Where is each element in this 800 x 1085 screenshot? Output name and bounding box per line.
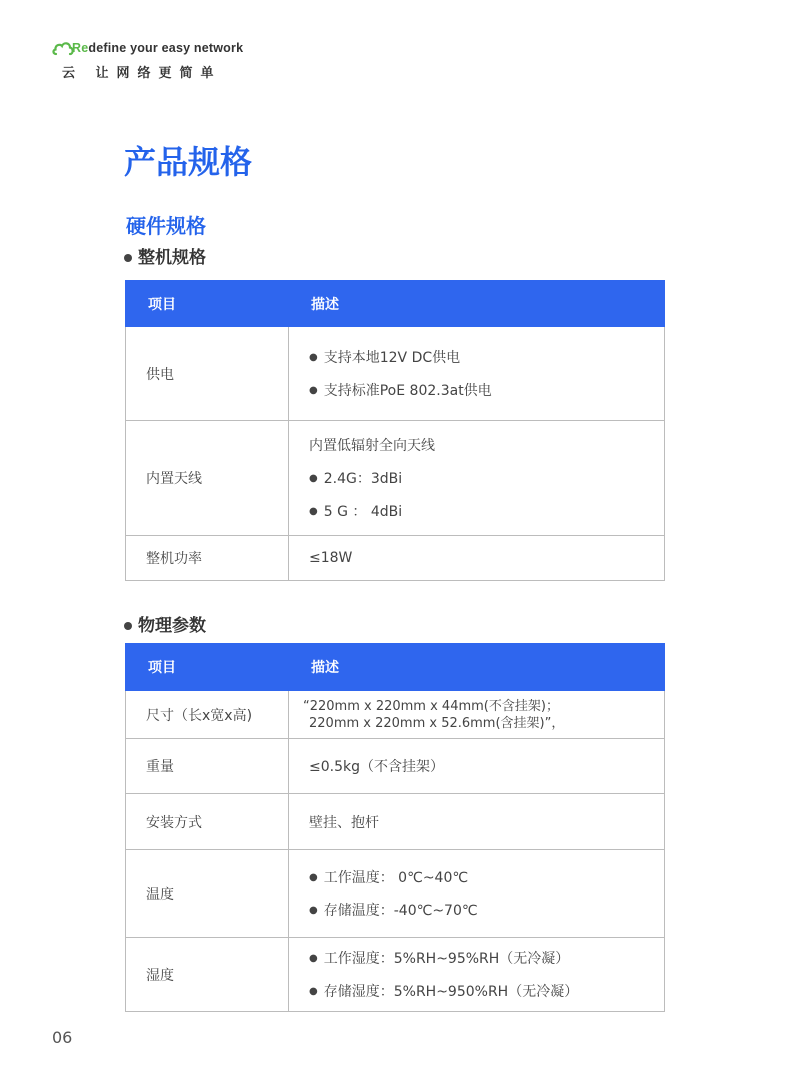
- cell-desc: [289, 421, 665, 536]
- cell-desc: ≤0.5kg（不含挂架）: [289, 739, 665, 794]
- hardware-spec-table: [125, 280, 665, 581]
- list-item: ● 5 G ： 4dBi: [309, 501, 664, 521]
- list-item: ● 支持标准PoE 802.3at供电: [309, 380, 664, 400]
- cell-line: “220mm x 220mm x 44mm(不含挂架)；: [303, 698, 559, 714]
- slogan-en: Redefine your easy network: [72, 41, 244, 55]
- cell-item: 供电: [126, 327, 289, 421]
- bullet-icon: [124, 254, 132, 262]
- list-item: ● 2.4G：3dBi: [309, 468, 664, 488]
- table2-title: 物理参数: [124, 614, 206, 638]
- cell-line: 220mm x 220mm x 52.6mm(含挂架)”，: [309, 715, 565, 731]
- cell-intro: 内置低辐射全向天线: [309, 438, 435, 454]
- cell-item: 湿度: [126, 938, 289, 1012]
- bullet-icon: [124, 622, 132, 630]
- slogan-cn: 云 让网络更简单: [62, 66, 222, 81]
- cloud-icon: [52, 40, 74, 56]
- page-number: 06: [52, 1028, 73, 1047]
- list-item: ● 工作湿度：5%RH~95%RH（无冷凝）: [309, 948, 664, 968]
- brand-logo: [52, 40, 243, 81]
- column-header-item: 项目: [126, 644, 289, 691]
- physical-params-table: [125, 643, 665, 1012]
- cell-desc: [289, 691, 665, 739]
- cell-item: 内置天线: [126, 421, 289, 536]
- table-row: [126, 794, 665, 850]
- cell-item: 整机功率: [126, 536, 289, 581]
- table1-title: 整机规格: [124, 246, 206, 270]
- column-header-item: 项目: [126, 281, 289, 327]
- cell-item: 温度: [126, 850, 289, 938]
- page-title: 产品规格: [124, 143, 253, 181]
- column-header-desc: 描述: [289, 644, 665, 691]
- column-header-desc: 描述: [289, 281, 665, 327]
- table-row: [126, 327, 665, 421]
- table-row: [126, 850, 665, 938]
- cell-desc: 壁挂、抱杆: [289, 794, 665, 850]
- cell-item: 安装方式: [126, 794, 289, 850]
- table-row: [126, 536, 665, 581]
- cell-desc: ≤18W: [289, 536, 665, 581]
- section-title: 硬件规格: [126, 214, 206, 238]
- list-item: ● 存储湿度：5%RH~950%RH（无冷凝）: [309, 981, 664, 1001]
- table-header-row: [126, 281, 665, 327]
- cell-desc: [289, 938, 665, 1012]
- cell-desc: [289, 850, 665, 938]
- cell-item: 重量: [126, 739, 289, 794]
- list-item: ● 存储温度：-40℃~70℃: [309, 900, 664, 920]
- list-item: ● 工作温度： 0℃~40℃: [309, 867, 664, 887]
- cell-desc: [289, 327, 665, 421]
- table-header-row: [126, 644, 665, 691]
- table-row: [126, 691, 665, 739]
- table-row: [126, 739, 665, 794]
- table-row: [126, 421, 665, 536]
- table-row: [126, 938, 665, 1012]
- list-item: ● 支持本地12V DC供电: [309, 347, 664, 367]
- cell-item: 尺寸（长x宽x高): [126, 691, 289, 739]
